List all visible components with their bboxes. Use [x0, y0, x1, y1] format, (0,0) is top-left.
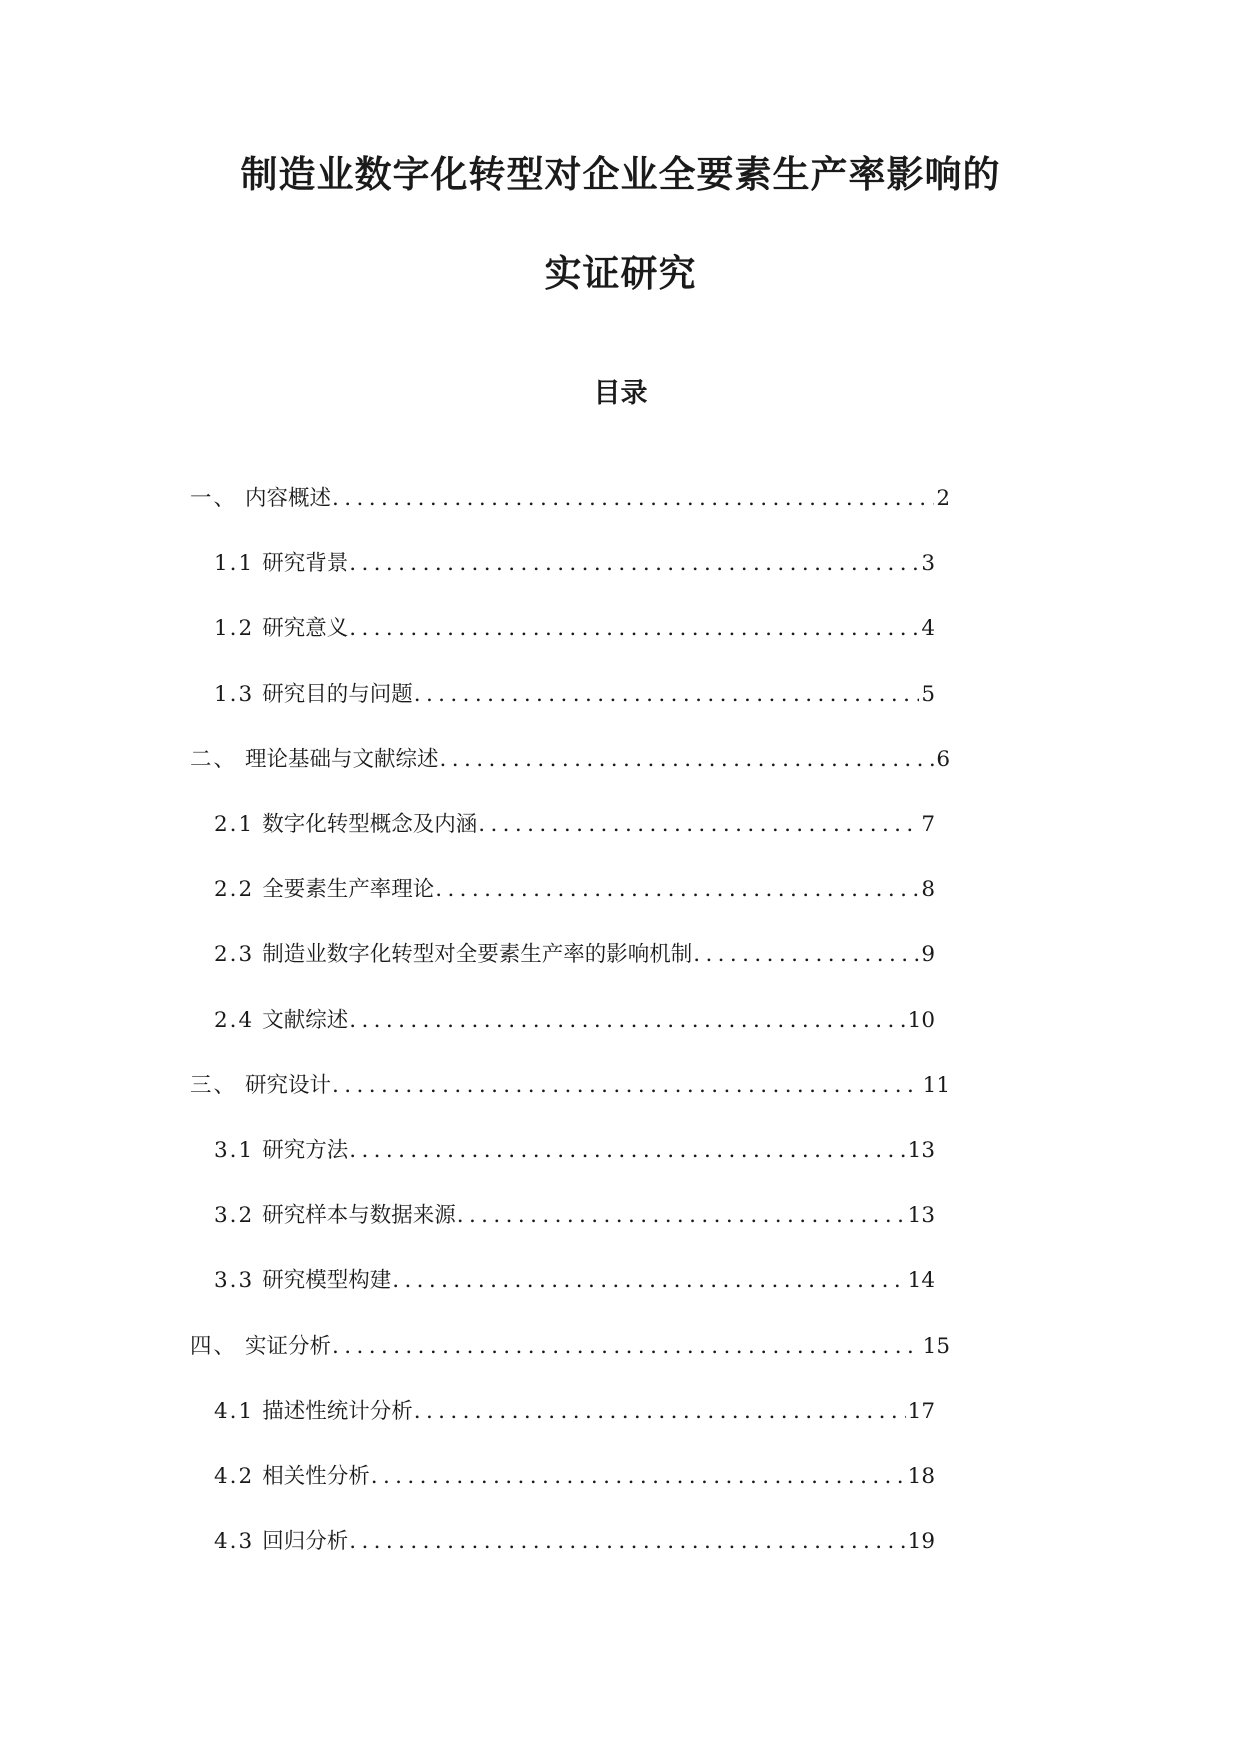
toc-dot-leader: [349, 548, 919, 580]
toc-entry-number: 3.1: [214, 1138, 255, 1163]
toc-dot-leader: [457, 1200, 906, 1232]
toc-entry-label: 研究模型构建: [262, 1268, 392, 1293]
toc-entry[interactable]: [214, 1265, 935, 1297]
toc-entry[interactable]: [214, 1005, 935, 1037]
toc-dot-leader: [349, 1005, 905, 1037]
toc-dot-leader: [478, 809, 919, 841]
toc-entry-label: 回归分析: [262, 1529, 349, 1554]
toc-entry-label: 研究样本与数据来源: [262, 1203, 456, 1228]
toc-entry-number: 4.2: [214, 1464, 255, 1489]
toc-entry-label: 内容概述: [245, 486, 332, 511]
toc-entry-label: 制造业数字化转型对全要素生产率的影响机制: [262, 942, 693, 967]
toc-entry[interactable]: [190, 1070, 950, 1102]
toc-dot-leader: [440, 744, 935, 776]
toc-entry-label: 研究意义: [262, 616, 349, 641]
toc-entry[interactable]: [214, 548, 935, 580]
toc-dot-leader: [349, 1526, 905, 1558]
toc-entry-label: 研究方法: [262, 1138, 349, 1163]
toc-entry-number: 1.3: [214, 682, 255, 707]
document-title-line-1: 制造业数字化转型对企业全要素生产率影响的: [240, 152, 1001, 196]
toc-entry-number: 1.1: [214, 551, 255, 576]
toc-entry[interactable]: [190, 483, 950, 515]
toc-entry-number: 二、: [190, 747, 238, 772]
toc-entry[interactable]: [214, 679, 935, 711]
toc-dot-leader: [435, 874, 919, 906]
toc-entry-page-number: 6: [936, 747, 950, 772]
toc-dot-leader: [349, 1135, 905, 1167]
toc-dot-leader: [332, 483, 934, 515]
toc-dot-leader: [332, 1070, 921, 1102]
toc-entry-label: 相关性分析: [262, 1464, 370, 1489]
toc-entry-label: 数字化转型概念及内涵: [262, 812, 478, 837]
toc-dot-leader: [392, 1265, 905, 1297]
toc-entry-page-number: 4: [921, 616, 935, 641]
toc-entry-label: 研究背景: [262, 551, 349, 576]
toc-entry[interactable]: [190, 744, 950, 776]
toc-entry-number: 2.1: [214, 812, 255, 837]
toc-dot-leader: [414, 679, 920, 711]
document-title-line-2: 实证研究: [544, 251, 697, 295]
toc-dot-leader: [371, 1461, 906, 1493]
toc-entry-page-number: 5: [921, 682, 935, 707]
toc-entry-label: 描述性统计分析: [262, 1399, 413, 1424]
toc-entry-number: 4.3: [214, 1529, 255, 1554]
toc-entry-page-number: 19: [907, 1529, 935, 1554]
toc-entry-label: 实证分析: [245, 1334, 332, 1359]
toc-entry-number: 3.2: [214, 1203, 255, 1228]
toc-entry[interactable]: [214, 1135, 935, 1167]
toc-entry[interactable]: [214, 613, 935, 645]
toc-entry-label: 研究设计: [245, 1073, 332, 1098]
toc-entry-label: 理论基础与文献综述: [245, 747, 439, 772]
toc-entry-page-number: 13: [907, 1138, 935, 1163]
toc-dot-leader: [693, 939, 919, 971]
toc-dot-leader: [332, 1331, 921, 1363]
toc-entry[interactable]: [214, 1461, 935, 1493]
toc-entry-label: 研究目的与问题: [262, 682, 413, 707]
toc-entry-page-number: 13: [907, 1203, 935, 1228]
toc-entry-page-number: 8: [921, 877, 935, 902]
toc-entry-page-number: 14: [907, 1268, 935, 1293]
toc-entry-number: 三、: [190, 1073, 238, 1098]
toc-dot-leader: [349, 613, 919, 645]
toc-entry[interactable]: [214, 874, 935, 906]
toc-entry-page-number: 17: [907, 1399, 935, 1424]
toc-entry-page-number: 7: [921, 812, 935, 837]
toc-entry-label: 全要素生产率理论: [262, 877, 435, 902]
toc-entry-number: 2.3: [214, 942, 255, 967]
toc-entry-page-number: 15: [922, 1334, 950, 1359]
toc-entry-number: 2.4: [214, 1008, 255, 1033]
toc-entry-number: 四、: [190, 1334, 238, 1359]
toc-heading: 目录: [593, 378, 648, 409]
toc-entry-number: 一、: [190, 486, 238, 511]
toc-entry-number: 2.2: [214, 877, 255, 902]
toc-dot-leader: [414, 1396, 906, 1428]
toc-entry-page-number: 3: [921, 551, 935, 576]
toc-entry-number: 4.1: [214, 1399, 255, 1424]
toc-entry-page-number: 10: [907, 1008, 935, 1033]
toc-entry[interactable]: [214, 1526, 935, 1558]
toc-entry[interactable]: [214, 1396, 935, 1428]
toc-entry-page-number: 18: [907, 1464, 935, 1489]
toc-entry-page-number: 2: [936, 486, 950, 511]
toc-entry[interactable]: [214, 939, 935, 971]
toc-entry-number: 3.3: [214, 1268, 255, 1293]
toc-entry-number: 1.2: [214, 616, 255, 641]
toc-entry-page-number: 11: [922, 1073, 950, 1098]
toc-entry-label: 文献综述: [262, 1008, 349, 1033]
toc-entry[interactable]: [214, 809, 935, 841]
toc-entry[interactable]: [214, 1200, 935, 1232]
toc-entry-page-number: 9: [921, 942, 935, 967]
toc-entry[interactable]: [190, 1331, 950, 1363]
